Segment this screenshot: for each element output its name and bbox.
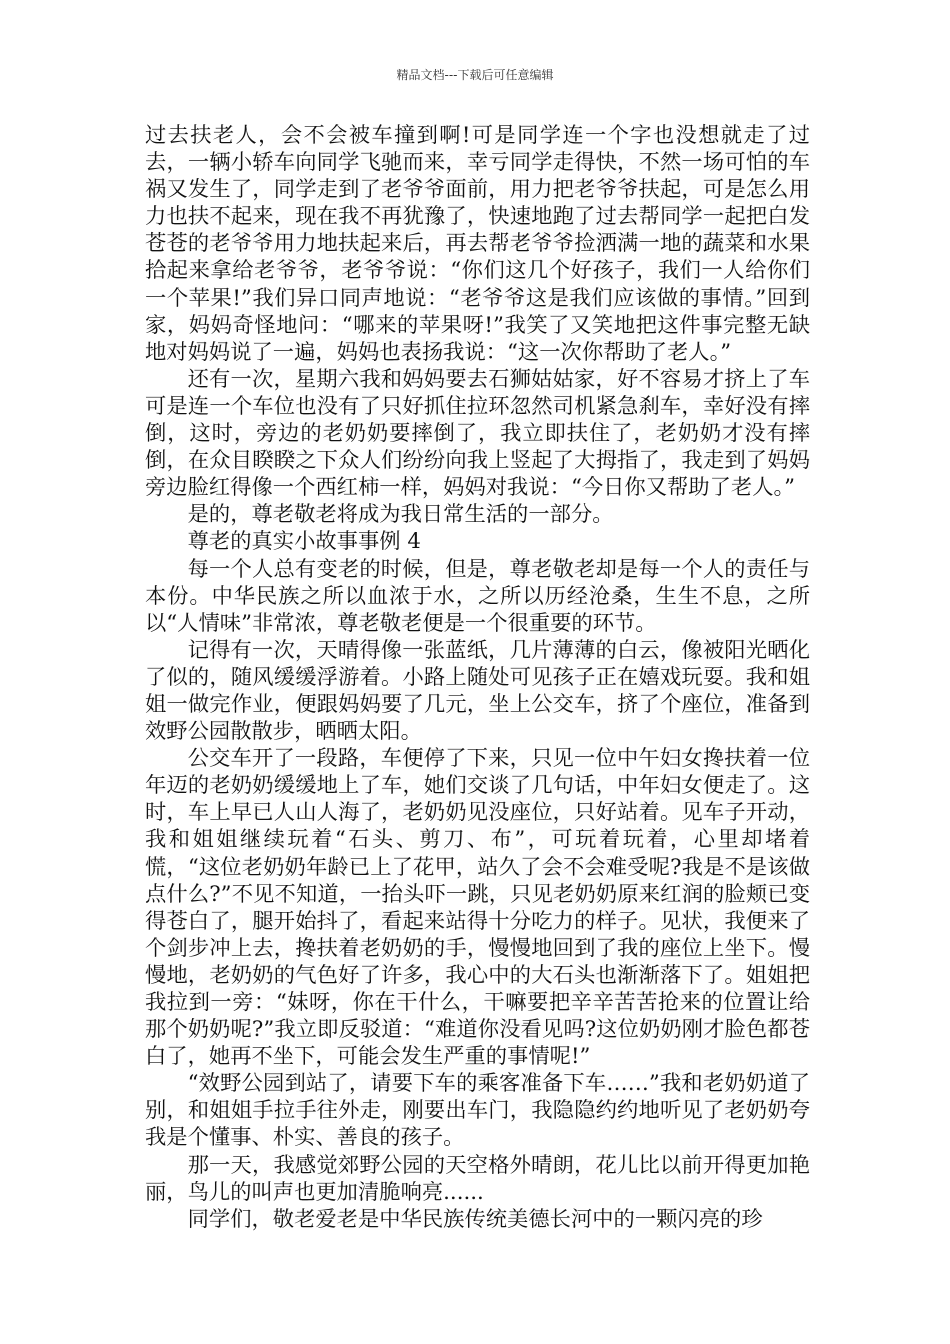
paragraph: 那一天，我感觉郊野公园的天空格外晴朗，花儿比以前开得更加艳丽，鸟儿的叫声也更加清脆响亮...... bbox=[145, 1152, 810, 1205]
paragraph: 是的，尊老敬老将成为我日常生活的一部分。 bbox=[187, 502, 614, 528]
paragraph: 公交车开了一段路，车便停了下来，只见一位中午妇女搀扶着一位年迈的老奶奶缓缓地上了车，她们交谈了几句话，中年妇女便走了。这时，车上早已人山人海了，老奶奶见没座位，只好站着。见车子开动，我和姐姐继续玩着“石头、剪刀、布”，可玩着玩着，心里却堵着慌，“这位老奶奶年龄已上了花甲，站久了会不会难受呢?我是不是该做点什么?”不见不知道，一抬头吓一跳，只见老奶奶原来红润的脸颊已变得苍白了，腿开始抖了，看起来站得十分吃力的样子。见状，我便来了个剑步冲上去，搀扶着老奶奶的手，慢慢地回到了我的座位上坐下。慢慢地，老奶奶的气色好了许多，我心中的大石头也渐渐落下了。姐姐把我拉到一旁：“妹呀，你在干什么，干嘛要把辛辛苦苦抢来的位置让给那个奶奶呢?”我立即反驳道：“难道你没看见吗?这位奶奶刚才脸色都苍白了，她再不坐下，可能会发生严重的事情呢!” bbox=[145, 746, 810, 1070]
paragraph: “效野公园到站了，请要下车的乘客准备下车……”我和老奶奶道了别，和姐姐手拉手往外走，刚要出车门，我隐隐约约地听见了老奶奶夸我是个懂事、朴实、善良的孩子。 bbox=[145, 1071, 810, 1151]
paragraph: 记得有一次，天晴得像一张蓝纸，几片薄薄的白云，像被阳光晒化了似的，随风缓缓浮游着。小路上随处可见孩子正在嬉戏玩耍。我和姐姐一做完作业，便跟妈妈要了几元，坐上公交车，挤了个座位，准备到效野公园散散步，晒晒太阳。 bbox=[145, 637, 810, 745]
paragraph: 同学们，敬老爱老是中华民族传统美德长河中的一颗闪亮的珍 bbox=[187, 1206, 763, 1232]
paragraph: 过去扶老人，会不会被车撞到啊!可是同学连一个字也没想就走了过去，一辆小轿车向同学飞驰而来，幸亏同学走得快，不然一场可怕的车祸又发生了，同学走到了老爷爷面前，用力把老爷爷扶起，可是怎么用力也扶不起来，现在我不再犹豫了，快速地跑了过去帮同学一起把白发苍苍的老爷爷用力地扶起来后，再去帮老爷爷捡洒满一地的蔬菜和水果拾起来拿给老爷爷，老爷爷说：“你们这几个好孩子，我们一人给你们一个苹果!”我们异口同声地说：“老爷爷这是我们应该做的事情。”回到家，妈妈奇怪地问：“哪来的苹果呀!”我笑了又笑地把这件事完整无缺地对妈妈说了一遍，妈妈也表扬我说：“这一次你帮助了老人。” bbox=[145, 123, 810, 365]
section-heading: 尊老的真实小故事事例 4 bbox=[187, 529, 421, 555]
page-header: 精品文档---下载后可任意编辑 bbox=[396, 68, 554, 82]
paragraph: 还有一次，星期六我和妈妈要去石狮姑姑家，好不容易才挤上了车可是连一个车位也没有了只好抓住拉环忽然司机紧急刹车，幸好没有摔倒，这时，旁边的老奶奶要摔倒了，我立即扶住了，老奶奶才没有摔倒，在众目睽睽之下众人们纷纷向我上竖起了大拇指了，我走到了妈妈旁边脸红得像一个西红柿一样，妈妈对我说：“今日你又帮助了老人。” bbox=[145, 366, 810, 501]
document-body bbox=[145, 122, 810, 1233]
paragraph: 每一个人总有变老的时候，但是，尊老敬老却是每一个人的责任与本份。中华民族之所以血浓于水，之所以历经沧桑，生生不息，之所以“人情味”非常浓，尊老敬老便是一个很重要的环节。 bbox=[145, 556, 810, 636]
